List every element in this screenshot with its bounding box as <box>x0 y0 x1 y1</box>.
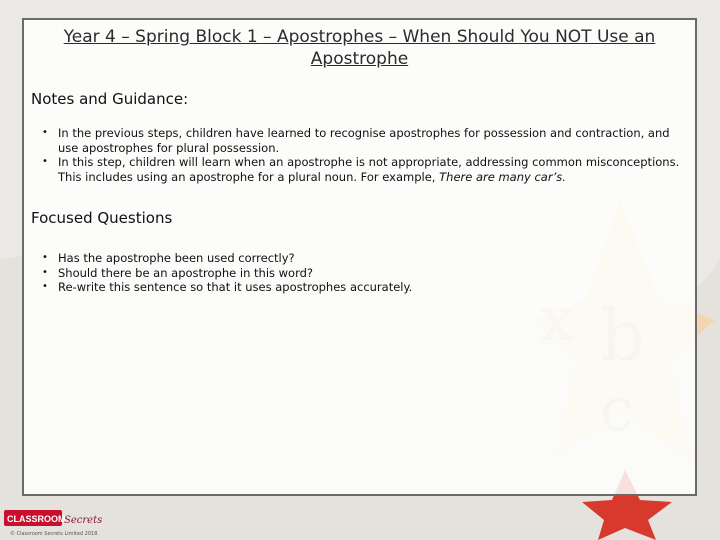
classroom-secrets-logo <box>4 508 104 530</box>
list-item: • Re-write this sentence so that it uses apostrophes accurately. <box>42 280 692 295</box>
notes-list <box>42 126 692 184</box>
content-panel <box>22 18 697 496</box>
notes-heading: Notes and Guidance: <box>31 90 189 108</box>
list-item: • Should there be an apostrophe in this word? <box>42 266 692 281</box>
list-item: • In this step, children will learn when an apostrophe is not appropriate, addressing common misconceptions. This includes using an apostrophe for a plural noun. For example, There are many car’s. <box>42 155 692 184</box>
focused-questions-list <box>42 251 692 295</box>
list-item: • Has the apostrophe been used correctly? <box>42 251 692 266</box>
svg-text:Secrets: Secrets <box>64 515 103 526</box>
copyright-text: © Classroom Secrets Limited 2018 <box>10 531 98 537</box>
example-sentence: There are many car’s. <box>439 169 566 184</box>
svg-text:CLASSROOM: CLASSROOM <box>7 514 66 524</box>
page-title: Year 4 – Spring Block 1 – Apostrophes – When Should You NOT Use an Apostrophe <box>63 27 656 69</box>
list-item: • In the previous steps, children have learned to recognise apostrophes for possession and contraction, and use apostrophes for plural possession. <box>42 126 692 155</box>
focused-questions-heading: Focused Questions <box>31 209 173 227</box>
